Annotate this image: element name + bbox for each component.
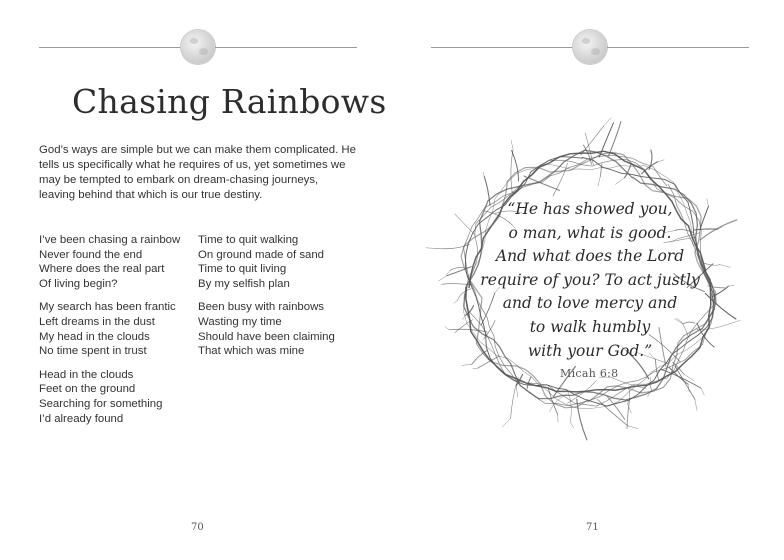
scripture-quote: [470, 198, 710, 363]
quote-line: “He has showed you,: [507, 200, 673, 218]
header-rule-right: [215, 47, 357, 48]
poem-line: Should have been claiming: [198, 330, 335, 343]
poem-line: On ground made of sand: [198, 248, 325, 261]
quote-line: o man, what is good.: [508, 223, 672, 242]
moon-icon: [573, 30, 607, 64]
poem-line: Searching for something: [39, 397, 163, 410]
poem-line: By my selfish plan: [198, 277, 290, 290]
quote-line: with your God.”: [527, 341, 653, 360]
quote-line: to walk humbly: [529, 317, 651, 336]
moon-icon: [181, 30, 215, 64]
poem-line: My search has been frantic: [39, 301, 176, 314]
quote-line: require of you? To act justly: [480, 270, 700, 289]
poem-line: No time spent in trust: [39, 345, 147, 358]
poem-line: I’ve been chasing a rainbow: [39, 234, 181, 246]
poem-line: Left dreams in the dust: [39, 315, 155, 328]
poem-column-1: [39, 233, 199, 435]
poem-line: Never found the end: [39, 248, 143, 261]
page-title: Chasing Rainbows: [72, 82, 387, 121]
header-rule-left: [431, 47, 573, 48]
right-page: [392, 0, 784, 560]
poem-line: Head in the clouds: [39, 368, 134, 381]
page-number: 70: [191, 522, 204, 533]
poem-line: I’d already found: [39, 412, 124, 425]
poem-stanza: [39, 300, 199, 358]
poem-line: Where does the real part: [39, 263, 165, 276]
poem-line: Feet on the ground: [39, 383, 136, 396]
poem-stanza: [39, 368, 199, 426]
poem-line: Time to quit living: [198, 263, 287, 276]
poem-line: Of living begin?: [39, 277, 118, 290]
header-rule-left: [39, 47, 181, 48]
poem-line: Time to quit walking: [198, 234, 299, 246]
header-rule-right: [607, 47, 749, 48]
poem-column-2: [198, 233, 358, 368]
poem-stanza: [198, 300, 358, 358]
quote-line: And what does the Lord: [495, 247, 685, 266]
quote-line: and to love mercy and: [502, 294, 678, 313]
poem-line: Wasting my time: [198, 315, 282, 328]
intro-paragraph: God’s ways are simple but we can make them complicated. He tells us specifically what he requires of us, yet sometimes we may be tempted to embark on dream-chasing journeys, leaving behind that which is our true destiny.: [39, 144, 356, 201]
poem-line: That which was mine: [198, 345, 305, 358]
poem-line: My head in the clouds: [39, 330, 150, 343]
poem-stanza: [39, 233, 199, 291]
scripture-citation: Micah 6:8: [560, 367, 619, 380]
page-number: 71: [586, 522, 599, 533]
poem-stanza: [198, 233, 358, 291]
poem-line: Been busy with rainbows: [198, 301, 324, 314]
